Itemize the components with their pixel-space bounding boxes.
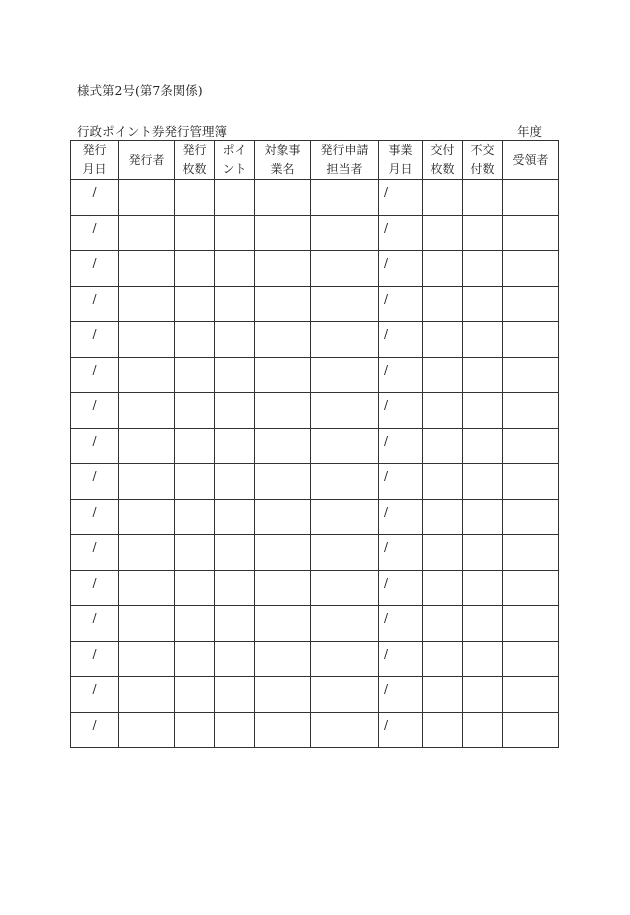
cell-issued-count[interactable] (175, 251, 215, 287)
column-header-undelivered-count (463, 141, 503, 180)
column-header-line: 発行 (182, 143, 207, 157)
cell-recipient[interactable] (503, 641, 559, 677)
cell-issuer[interactable] (119, 677, 175, 713)
cell-delivered-count[interactable] (423, 570, 463, 606)
cell-issued-count[interactable] (175, 322, 215, 358)
cell-issuer[interactable] (119, 464, 175, 500)
table-row (71, 251, 559, 287)
cell-issued-count[interactable] (175, 499, 215, 535)
cell-target-project[interactable] (255, 570, 311, 606)
table-row (71, 499, 559, 535)
table-row (71, 712, 559, 748)
column-header-recipient (503, 141, 559, 180)
column-header-applicant (311, 141, 379, 180)
column-header-target-project (255, 141, 311, 180)
cell-issue-date[interactable]: / (71, 180, 119, 216)
cell-applicant[interactable] (311, 251, 379, 287)
cell-issuer[interactable] (119, 357, 175, 393)
title-row (77, 123, 542, 141)
cell-issuer[interactable] (119, 499, 175, 535)
cell-issue-date[interactable]: / (71, 641, 119, 677)
cell-project-date[interactable]: / (379, 464, 423, 500)
cell-undelivered-count[interactable] (463, 606, 503, 642)
cell-issue-date[interactable]: / (71, 677, 119, 713)
cell-project-date[interactable]: / (379, 641, 423, 677)
cell-delivered-count[interactable] (423, 641, 463, 677)
cell-issuer[interactable] (119, 393, 175, 429)
cell-target-project[interactable] (255, 251, 311, 287)
column-header-line: 枚数 (430, 162, 455, 176)
cell-target-project[interactable] (255, 464, 311, 500)
cell-target-project[interactable] (255, 712, 311, 748)
cell-points[interactable] (215, 464, 255, 500)
cell-recipient[interactable] (503, 499, 559, 535)
cell-target-project[interactable] (255, 393, 311, 429)
cell-points[interactable] (215, 641, 255, 677)
cell-issue-date[interactable]: / (71, 570, 119, 606)
cell-project-date[interactable]: / (379, 286, 423, 322)
table-row (71, 535, 559, 571)
table-row (71, 677, 559, 713)
cell-issuer[interactable] (119, 286, 175, 322)
cell-applicant[interactable] (311, 357, 379, 393)
cell-issue-date[interactable]: / (71, 712, 119, 748)
cell-applicant[interactable] (311, 464, 379, 500)
cell-points[interactable] (215, 286, 255, 322)
cell-delivered-count[interactable] (423, 322, 463, 358)
table-row (71, 393, 559, 429)
column-header-line: 担当者 (326, 162, 363, 176)
cell-target-project[interactable] (255, 322, 311, 358)
cell-target-project[interactable] (255, 535, 311, 571)
column-header-line: 受領者 (512, 152, 549, 167)
table-row (71, 286, 559, 322)
cell-issued-count[interactable] (175, 180, 215, 216)
cell-applicant[interactable] (311, 428, 379, 464)
cell-delivered-count[interactable] (423, 428, 463, 464)
cell-undelivered-count[interactable] (463, 499, 503, 535)
cell-issue-date[interactable]: / (71, 393, 119, 429)
cell-points[interactable] (215, 499, 255, 535)
cell-applicant[interactable] (311, 641, 379, 677)
cell-undelivered-count[interactable] (463, 535, 503, 571)
cell-undelivered-count[interactable] (463, 677, 503, 713)
cell-undelivered-count[interactable] (463, 215, 503, 251)
cell-target-project[interactable] (255, 357, 311, 393)
cell-issue-date[interactable]: / (71, 322, 119, 358)
cell-issue-date[interactable]: / (71, 606, 119, 642)
cell-project-date[interactable]: / (379, 712, 423, 748)
cell-project-date[interactable]: / (379, 393, 423, 429)
cell-delivered-count[interactable] (423, 606, 463, 642)
column-header-line: 月日 (388, 162, 413, 176)
cell-issued-count[interactable] (175, 570, 215, 606)
cell-issuer[interactable] (119, 606, 175, 642)
cell-delivered-count[interactable] (423, 357, 463, 393)
table-row (71, 215, 559, 251)
cell-target-project[interactable] (255, 677, 311, 713)
cell-issuer[interactable] (119, 251, 175, 287)
cell-recipient[interactable] (503, 428, 559, 464)
cell-applicant[interactable] (311, 570, 379, 606)
cell-applicant[interactable] (311, 606, 379, 642)
cell-issue-date[interactable]: / (71, 215, 119, 251)
cell-issued-count[interactable] (175, 677, 215, 713)
cell-recipient[interactable] (503, 357, 559, 393)
cell-issued-count[interactable] (175, 428, 215, 464)
column-header-line: ント (222, 162, 247, 176)
cell-points[interactable] (215, 357, 255, 393)
cell-delivered-count[interactable] (423, 464, 463, 500)
table-row (71, 606, 559, 642)
column-header-line: 発行者 (128, 152, 165, 167)
cell-recipient[interactable] (503, 712, 559, 748)
column-header-line: 発行申請 (320, 143, 369, 157)
cell-points[interactable] (215, 393, 255, 429)
cell-project-date[interactable]: / (379, 606, 423, 642)
cell-issue-date[interactable]: / (71, 464, 119, 500)
column-header-line: 発行 (82, 143, 107, 157)
cell-recipient[interactable] (503, 570, 559, 606)
cell-undelivered-count[interactable] (463, 322, 503, 358)
table-row (71, 570, 559, 606)
cell-project-date[interactable]: / (379, 357, 423, 393)
cell-undelivered-count[interactable] (463, 286, 503, 322)
cell-issued-count[interactable] (175, 712, 215, 748)
cell-delivered-count[interactable] (423, 535, 463, 571)
cell-issue-date[interactable]: / (71, 357, 119, 393)
column-header-line: 付数 (470, 162, 495, 176)
cell-issue-date[interactable]: / (71, 428, 119, 464)
cell-recipient[interactable] (503, 215, 559, 251)
cell-recipient[interactable] (503, 251, 559, 287)
cell-delivered-count[interactable] (423, 180, 463, 216)
cell-project-date[interactable]: / (379, 499, 423, 535)
cell-undelivered-count[interactable] (463, 180, 503, 216)
cell-issuer[interactable] (119, 570, 175, 606)
cell-issued-count[interactable] (175, 286, 215, 322)
cell-target-project[interactable] (255, 180, 311, 216)
cell-delivered-count[interactable] (423, 712, 463, 748)
cell-points[interactable] (215, 428, 255, 464)
cell-points[interactable] (215, 606, 255, 642)
cell-undelivered-count[interactable] (463, 464, 503, 500)
column-header-line: 交付 (430, 143, 455, 157)
cell-project-date[interactable]: / (379, 322, 423, 358)
cell-project-date[interactable]: / (379, 215, 423, 251)
cell-recipient[interactable] (503, 322, 559, 358)
cell-issued-count[interactable] (175, 641, 215, 677)
cell-issued-count[interactable] (175, 357, 215, 393)
cell-delivered-count[interactable] (423, 251, 463, 287)
cell-issuer[interactable] (119, 322, 175, 358)
table-row (71, 464, 559, 500)
cell-recipient[interactable] (503, 606, 559, 642)
table-row (71, 180, 559, 216)
cell-target-project[interactable] (255, 641, 311, 677)
column-header-delivered-count (423, 141, 463, 180)
cell-applicant[interactable] (311, 215, 379, 251)
fiscal-year-label: 年度 (516, 124, 542, 139)
column-header-issuer (119, 141, 175, 180)
table-row (71, 641, 559, 677)
cell-points[interactable] (215, 712, 255, 748)
cell-issuer[interactable] (119, 215, 175, 251)
cell-target-project[interactable] (255, 499, 311, 535)
column-header-line: ポイ (222, 143, 247, 157)
cell-applicant[interactable] (311, 286, 379, 322)
cell-recipient[interactable] (503, 464, 559, 500)
cell-applicant[interactable] (311, 535, 379, 571)
table-row (71, 357, 559, 393)
column-header-issue-date (71, 141, 119, 180)
cell-delivered-count[interactable] (423, 499, 463, 535)
cell-issue-date[interactable]: / (71, 535, 119, 571)
cell-recipient[interactable] (503, 677, 559, 713)
cell-delivered-count[interactable] (423, 393, 463, 429)
document-title: 行政ポイント券発行管理簿 (77, 124, 228, 139)
column-header-line: 業名 (270, 162, 295, 176)
cell-undelivered-count[interactable] (463, 641, 503, 677)
column-header-project-date (379, 141, 423, 180)
column-header-issued-count (175, 141, 215, 180)
cell-applicant[interactable] (311, 322, 379, 358)
cell-project-date[interactable]: / (379, 570, 423, 606)
cell-recipient[interactable] (503, 286, 559, 322)
cell-target-project[interactable] (255, 286, 311, 322)
cell-issuer[interactable] (119, 428, 175, 464)
cell-undelivered-count[interactable] (463, 570, 503, 606)
cell-project-date[interactable]: / (379, 677, 423, 713)
cell-issued-count[interactable] (175, 464, 215, 500)
cell-issued-count[interactable] (175, 535, 215, 571)
cell-delivered-count[interactable] (423, 286, 463, 322)
cell-issuer[interactable] (119, 641, 175, 677)
table-row (71, 322, 559, 358)
cell-project-date[interactable]: / (379, 180, 423, 216)
cell-issuer[interactable] (119, 180, 175, 216)
column-header-line: 月日 (82, 162, 107, 176)
cell-points[interactable] (215, 570, 255, 606)
table-body (71, 180, 559, 748)
cell-points[interactable] (215, 322, 255, 358)
cell-project-date[interactable]: / (379, 428, 423, 464)
cell-delivered-count[interactable] (423, 215, 463, 251)
cell-points[interactable] (215, 535, 255, 571)
cell-undelivered-count[interactable] (463, 393, 503, 429)
cell-target-project[interactable] (255, 215, 311, 251)
cell-issued-count[interactable] (175, 606, 215, 642)
cell-undelivered-count[interactable] (463, 428, 503, 464)
cell-points[interactable] (215, 251, 255, 287)
cell-issuer[interactable] (119, 535, 175, 571)
cell-issued-count[interactable] (175, 393, 215, 429)
cell-points[interactable] (215, 677, 255, 713)
cell-issue-date[interactable]: / (71, 499, 119, 535)
cell-recipient[interactable] (503, 393, 559, 429)
form-number-label: 様式第2号(第7条関係) (77, 83, 203, 98)
cell-recipient[interactable] (503, 535, 559, 571)
cell-undelivered-count[interactable] (463, 357, 503, 393)
cell-applicant[interactable] (311, 180, 379, 216)
column-header-line: 事業 (388, 143, 413, 157)
cell-issued-count[interactable] (175, 215, 215, 251)
cell-applicant[interactable] (311, 712, 379, 748)
cell-points[interactable] (215, 180, 255, 216)
cell-undelivered-count[interactable] (463, 712, 503, 748)
cell-points[interactable] (215, 215, 255, 251)
cell-applicant[interactable] (311, 677, 379, 713)
table-row (71, 428, 559, 464)
issuance-ledger-table (70, 140, 559, 748)
cell-undelivered-count[interactable] (463, 251, 503, 287)
cell-project-date[interactable]: / (379, 251, 423, 287)
cell-target-project[interactable] (255, 428, 311, 464)
column-header-points (215, 141, 255, 180)
cell-project-date[interactable]: / (379, 535, 423, 571)
cell-recipient[interactable] (503, 180, 559, 216)
cell-issuer[interactable] (119, 712, 175, 748)
cell-issue-date[interactable]: / (71, 251, 119, 287)
cell-applicant[interactable] (311, 393, 379, 429)
cell-delivered-count[interactable] (423, 677, 463, 713)
cell-applicant[interactable] (311, 499, 379, 535)
column-header-line: 枚数 (182, 162, 207, 176)
column-header-line: 不交 (470, 143, 495, 157)
cell-issue-date[interactable]: / (71, 286, 119, 322)
cell-target-project[interactable] (255, 606, 311, 642)
table-header-row (71, 141, 559, 180)
column-header-line: 対象事 (264, 143, 301, 157)
